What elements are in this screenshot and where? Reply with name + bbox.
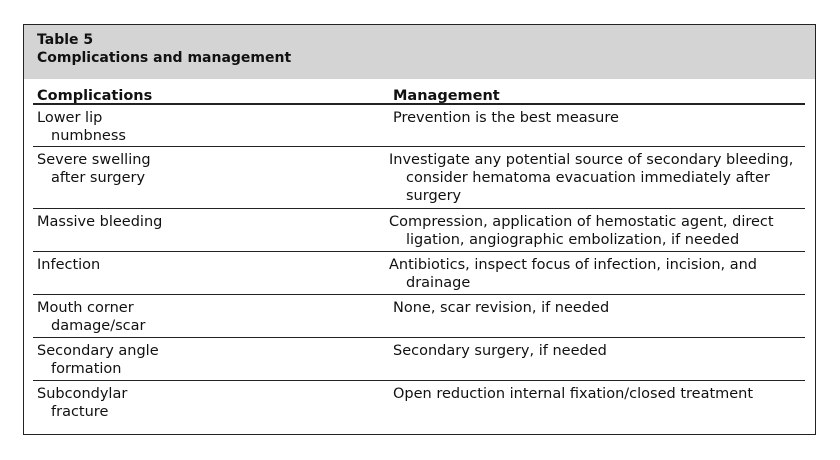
- column-header-complications: Complications: [37, 88, 153, 104]
- management-cell: Antibiotics, inspect focus of infection, incision, and drainage: [389, 257, 758, 291]
- complication-cell: Infection: [37, 257, 101, 273]
- table-caption: [24, 25, 815, 79]
- table-row: [33, 252, 805, 295]
- complication-cell: Secondary angle formation: [37, 343, 159, 377]
- management-cell: None, scar revision, if needed: [393, 300, 610, 316]
- management-cell: Secondary surgery, if needed: [393, 343, 607, 359]
- management-cell: Compression, application of hemostatic agent, direct ligation, angiographic embolization, if needed: [389, 214, 774, 248]
- complication-cell: Lower lip numbness: [37, 110, 126, 144]
- table-frame: [23, 24, 816, 435]
- management-cell: Open reduction internal fixation/closed treatment: [393, 386, 754, 402]
- table-row: [33, 338, 805, 381]
- complications-table: [33, 79, 805, 424]
- column-header-management: Management: [393, 88, 500, 104]
- complication-cell: Massive bleeding: [37, 214, 163, 230]
- management-cell: Investigate any potential source of secondary bleeding, consider hematoma evacuation immediately after surgery: [389, 152, 794, 204]
- complication-cell: Severe swelling after surgery: [37, 152, 151, 186]
- table-title: Complications and management: [37, 50, 292, 66]
- complication-cell: Subcondylar fracture: [37, 386, 128, 420]
- table-row: [33, 105, 805, 147]
- table-row: [33, 147, 805, 209]
- table-number: Table 5: [37, 32, 94, 48]
- table-row: [33, 295, 805, 338]
- complication-cell: Mouth corner damage/scar: [37, 300, 146, 334]
- management-cell: Prevention is the best measure: [393, 110, 619, 126]
- table-header-row: [33, 79, 805, 105]
- table-row: [33, 209, 805, 252]
- table-row: [33, 381, 805, 424]
